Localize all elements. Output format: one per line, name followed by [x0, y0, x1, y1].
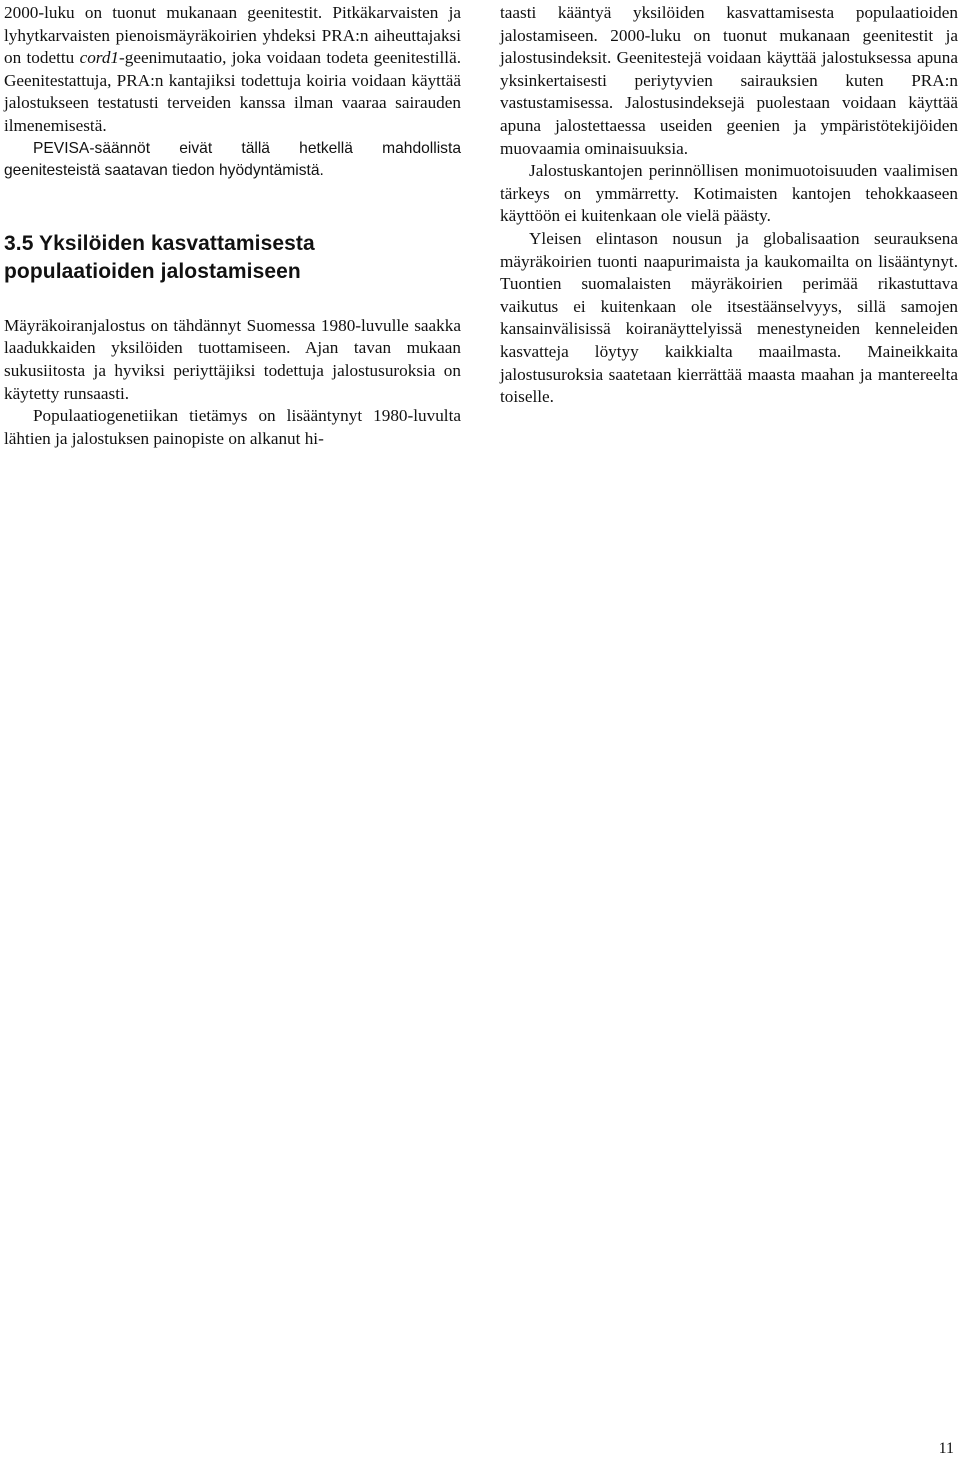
right-column	[500, 2, 958, 409]
page-number: 11	[938, 1440, 954, 1457]
paragraph-geenitestit	[4, 2, 461, 138]
section-heading: 3.5 Yksilöiden kasvattamisesta populaatioiden jalostamiseen	[4, 231, 315, 283]
paragraph-populaatioiden-jalostaminen: taasti kääntyä yksilöiden kasvattamisesta populaatioiden jalostamiseen. 2000-luku on tuonut mukanaan geenitestit ja jalostusindeksit. Geenitestejä voidaan käyttää jalostuksessa apuna yksinkertaisesti periytyvien sairauksien kuten PRA:n vastustamisessa. Jalostusindeksejä puolestaan voidaan käyttää apuna jalostettaessa useiden geenien ja ympäristötekijöiden muovaamia ominaisuuksia.	[500, 3, 958, 158]
gene-name: cord1	[79, 48, 120, 68]
paragraph-tuonti: Yleisen elintason nousun ja globalisaation seurauksena mäyräkoirien tuonti naapurimaista ja kaukomailta on lisääntynyt. Tuontien suomalaisten mäyräkoirien perimää rikastuttava vaikutus ei kuitenkaan ole itsestäänselvyys, sillä samojen kansainvälisissä koiranäyttelyissä menestyneiden kenneleiden kasvatteja löytyy kaikkialta maailmasta. Maineikkaita jalostusuroksia saatetaan kierrättää maasta maahan ja mantereelta toiselle.	[500, 228, 958, 407]
paragraph-text: -geenimutaatio, joka voidaan todeta geenitestillä. Geenitestattuja, PRA:n kantajiksi todettuja koiria voidaan käyttää jalostukseen testatusti terveiden kanssa ilman vaaraa sairauden ilmenemisestä.	[4, 48, 461, 135]
paragraph-monimuotoisuus: Jalostuskantojen perinnöllisen monimuotoisuuden vaalimisen tärkeys on ymmärretty. Kotimaisten kantojen tehokkaaseen käyttöön ei kuitenkaan ole vielä päästy.	[500, 161, 958, 226]
paragraph-jalostus-1980: Mäyräkoiranjalostus on tähdännyt Suomessa 1980-luvulle saakka laadukkaiden yksilöiden tuottamiseen. Ajan tavan mukaan sukusiitosta ja hyviksi periyttäjiksi todettuja jalostusuroksia on käytetty runsaasti.	[4, 315, 461, 403]
left-column	[4, 2, 461, 450]
paragraph-text: 2000-luku on tuonut mukanaan geenitestit. Pitkäkarvaisten ja lyhytkarvaisten pienoismäyräkoirien yhdeksi PRA:n aiheuttajaksi on todettu	[4, 3, 461, 68]
paragraph-pevisa: PEVISA-säännöt eivät tällä hetkellä mahdollista geenitesteistä saatavan tiedon hyödyntämistä.	[4, 139, 461, 180]
paragraph-populaatiogenetiikka: Populaatiogenetiikan tietämys on lisääntynyt 1980-luvulta lähtien ja jalostuksen painopiste on alkanut hi-	[4, 406, 461, 448]
heading-spacer	[4, 286, 461, 315]
